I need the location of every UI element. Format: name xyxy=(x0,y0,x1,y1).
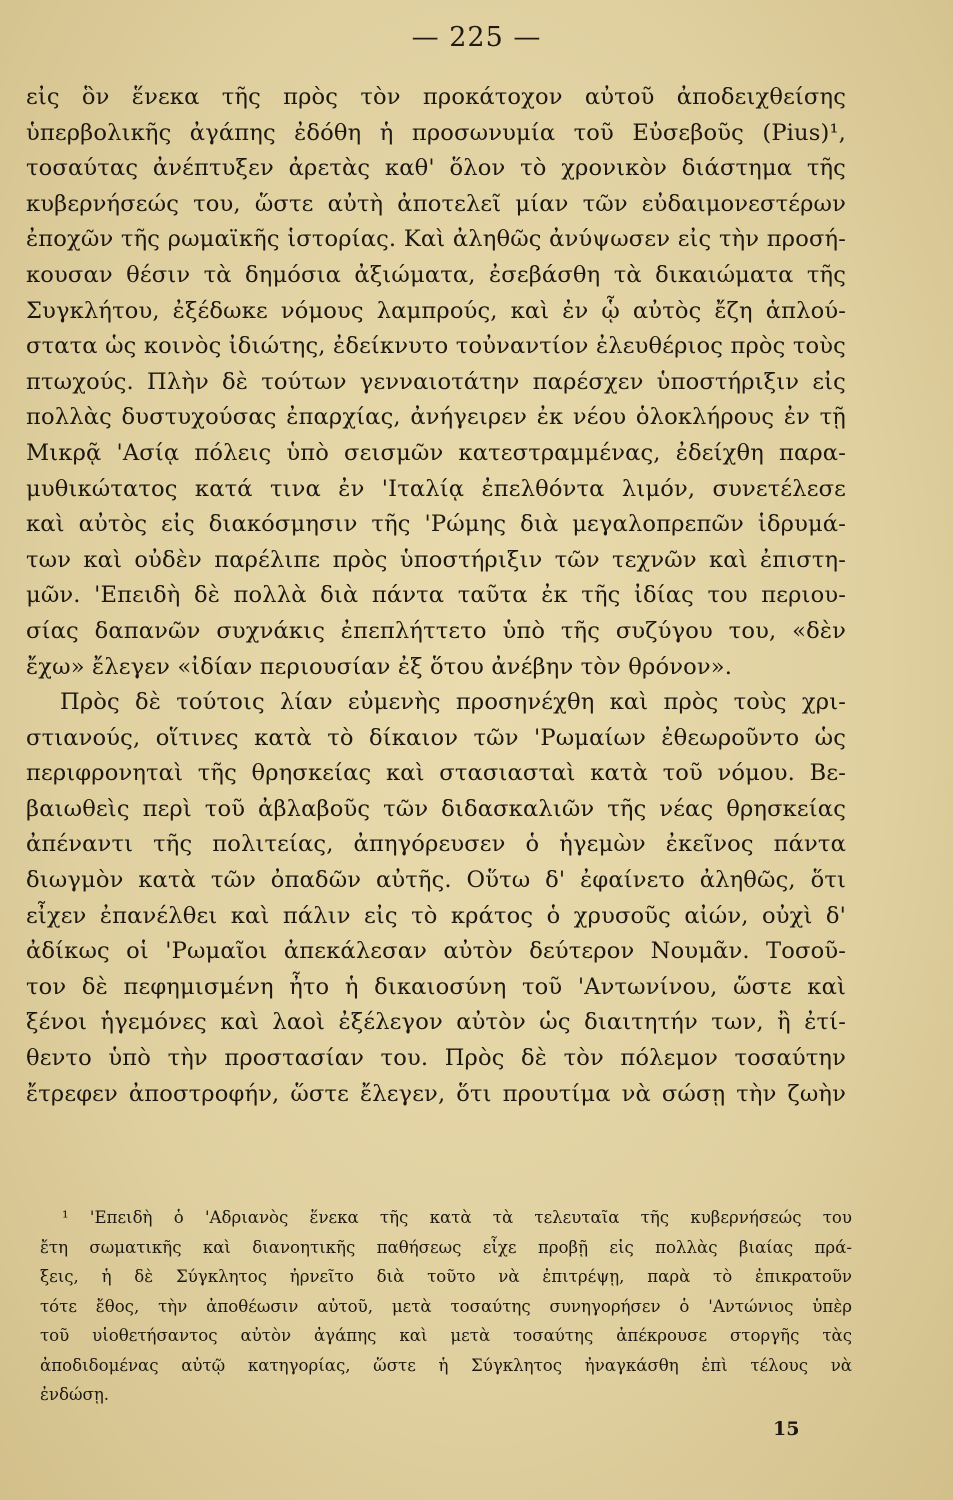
footnote xyxy=(40,1203,852,1410)
printer-signature: 15 xyxy=(773,1418,800,1440)
text-line: εἶχεν ἐπανέλθει καὶ πάλιν εἰς τὸ κράτος ὁ χρυσοῦς αἰών, οὐχὶ δ' xyxy=(26,902,846,929)
footnote-line: ἐνδώσῃ. xyxy=(40,1385,110,1404)
text-line: σίας δαπανῶν συχνάκις ἐπεπλήττετο ὑπὸ τῆς συζύγου του, «δὲν xyxy=(26,617,846,644)
footnote-line: ἔτη σωματικῆς καὶ διανοητικῆς παθήσεως εἶχε προβῇ εἰς πολλὰς βιαίας πρά- xyxy=(40,1237,852,1257)
text-line: στατα ὡς κοινὸς ἰδιώτης, ἐδείκνυτο τοὐναντίον ἐλευθέριος πρὸς τοὺς xyxy=(26,333,846,360)
text-line: θεντο ὑπὸ τὴν προστασίαν του. Πρὸς δὲ τὸν πόλεμον τοσαύτην xyxy=(26,1045,846,1072)
footnote-line: τότε ἔθος, τὴν ἀποθέωσιν αὐτοῦ, μετὰ τοσαύτης συνηγορήσεν ὁ 'Αντώνιος ὑπὲρ xyxy=(40,1296,852,1316)
text-line: ἐποχῶν τῆς ρωμαϊκῆς ἱστορίας. Καὶ ἀληθῶς ἀνύψωσεν εἰς τὴν προσή- xyxy=(26,226,846,253)
text-line: ἀπέναντι τῆς πολιτείας, ἀπηγόρευσεν ὁ ἡγεμὼν ἐκεῖνος πάντα xyxy=(26,831,846,858)
text-line: διωγμὸν κατὰ τῶν ὀπαδῶν αὐτῆς. Οὕτω δ' ἐφαίνετο ἀληθῶς, ὅτι xyxy=(26,867,846,894)
footnote-line: ξεις, ἡ δὲ Σύγκλητος ἠρνεῖτο διὰ τοῦτο νὰ ἐπιτρέψῃ, παρὰ τὸ ἐπικρατοῦν xyxy=(40,1267,852,1286)
footnote-line: ἀποδιδομένας αὐτῷ κατηγορίας, ὥστε ἡ Σύγκλητος ἠναγκάσθη ἐπὶ τέλους νὰ xyxy=(40,1355,852,1375)
text-line: μυθικώτατος κατά τινα ἐν 'Ιταλίᾳ ἐπελθόντα λιμόν, συνετέλεσε xyxy=(26,475,846,502)
text-line: μῶν. 'Επειδὴ δὲ πολλὰ διὰ πάντα ταῦτα ἐκ τῆς ἰδίας του περιου- xyxy=(26,582,846,609)
text-line: ὑπερβολικῆς ἀγάπης ἐδόθη ἡ προσωνυμία τοῦ Εὐσεβοῦς (Pius)¹, xyxy=(26,119,846,146)
text-line: τον δὲ πεφημισμένη ἦτο ἡ δικαιοσύνη τοῦ 'Αντωνίνου, ὥστε καὶ xyxy=(26,973,846,1000)
text-line: Συγκλήτου, ἐξέδωκε νόμους λαμπρούς, καὶ ἐν ᾧ αὐτὸς ἔζη ἁπλού- xyxy=(26,297,846,324)
text-line: ἔτρεφεν ἀποστροφήν, ὥστε ἔλεγεν, ὅτι προυτίμα νὰ σώσῃ τὴν ζωὴν xyxy=(26,1080,846,1107)
text-line: πολλὰς δυστυχούσας ἐπαρχίας, ἀνήγειρεν ἐκ νέου ὁλοκλήρους ἐν τῇ xyxy=(26,404,846,431)
text-line: τοσαύτας ἀνέπτυξεν ἀρετὰς καθ' ὅλον τὸ χρονικὸν διάστημα τῆς xyxy=(26,155,846,182)
text-line: βαιωθεὶς περὶ τοῦ ἀβλαβοῦς τῶν διδασκαλιῶν τῆς νέας θρησκείας xyxy=(26,795,846,822)
paragraph-start-line: Πρὸς δὲ τούτοις λίαν εὐμενὴς προσηνέχθη καὶ πρὸς τοὺς χρι- xyxy=(60,689,846,716)
text-line: ξένοι ἡγεμόνες καὶ λαοὶ ἐξέλεγον αὐτὸν ὡς διαιτητήν των, ἢ ἐτί- xyxy=(26,1009,846,1036)
text-line: κουσαν θέσιν τὰ δημόσια ἀξιώματα, ἐσεβάσθη τὰ δικαιώματα τῆς xyxy=(26,261,846,288)
text-line: πτωχούς. Πλὴν δὲ τούτων γενναιοτάτην παρέσχεν ὑποστήριξιν εἰς xyxy=(26,368,846,395)
text-line: των καὶ οὐδὲν παρέλιπε πρὸς ὑποστήριξιν τῶν τεχνῶν καὶ ἐπιστη- xyxy=(26,546,846,573)
footnote-line: τοῦ υἱοθετήσαντος αὐτὸν ἀγάπης καὶ μετὰ τοσαύτης ἀπέκρουσε στοργῆς τὰς xyxy=(40,1326,852,1345)
text-line: κυβερνήσεώς του, ὥστε αὐτὴ ἀποτελεῖ μίαν τῶν εὐδαιμονεστέρων xyxy=(26,190,846,217)
text-line: εἰς ὃν ἕνεκα τῆς πρὸς τὸν προκάτοχον αὐτοῦ ἀποδειχθείσης xyxy=(26,84,846,110)
text-line: περιφρονηταὶ τῆς θρησκείας καὶ στασιασταὶ κατὰ τοῦ νόμου. Βε- xyxy=(26,760,846,787)
body-text xyxy=(26,80,846,1112)
text-line: στιανούς, οἵτινες κατὰ τὸ δίκαιον τῶν 'Ρωμαίων ἐθεωροῦντο ὡς xyxy=(26,724,846,751)
text-line: καὶ αὐτὸς εἰς διακόσμησιν τῆς 'Ρώμης διὰ μεγαλοπρεπῶν ἱδρυμά- xyxy=(26,511,846,538)
footnote-line: ¹ 'Επειδὴ ὁ 'Αδριανὸς ἕνεκα τῆς κατὰ τὰ τελευταῖα τῆς κυβερνήσεώς του xyxy=(62,1208,852,1227)
text-line: ἀδίκως οἱ 'Ρωμαῖοι ἀπεκάλεσαν αὐτὸν δεύτερον Νουμᾶν. Τοσοῦ- xyxy=(26,938,846,965)
text-line: Μικρᾷ 'Ασίᾳ πόλεις ὑπὸ σεισμῶν κατεστραμμένας, ἐδείχθη παρα- xyxy=(26,439,846,466)
paragraph-end-line: ἔχω» ἔλεγεν «ἰδίαν περιουσίαν ἐξ ὅτου ἀνέβην τὸν θρόνον». xyxy=(26,653,733,680)
page-number: — 225 — xyxy=(411,22,542,53)
